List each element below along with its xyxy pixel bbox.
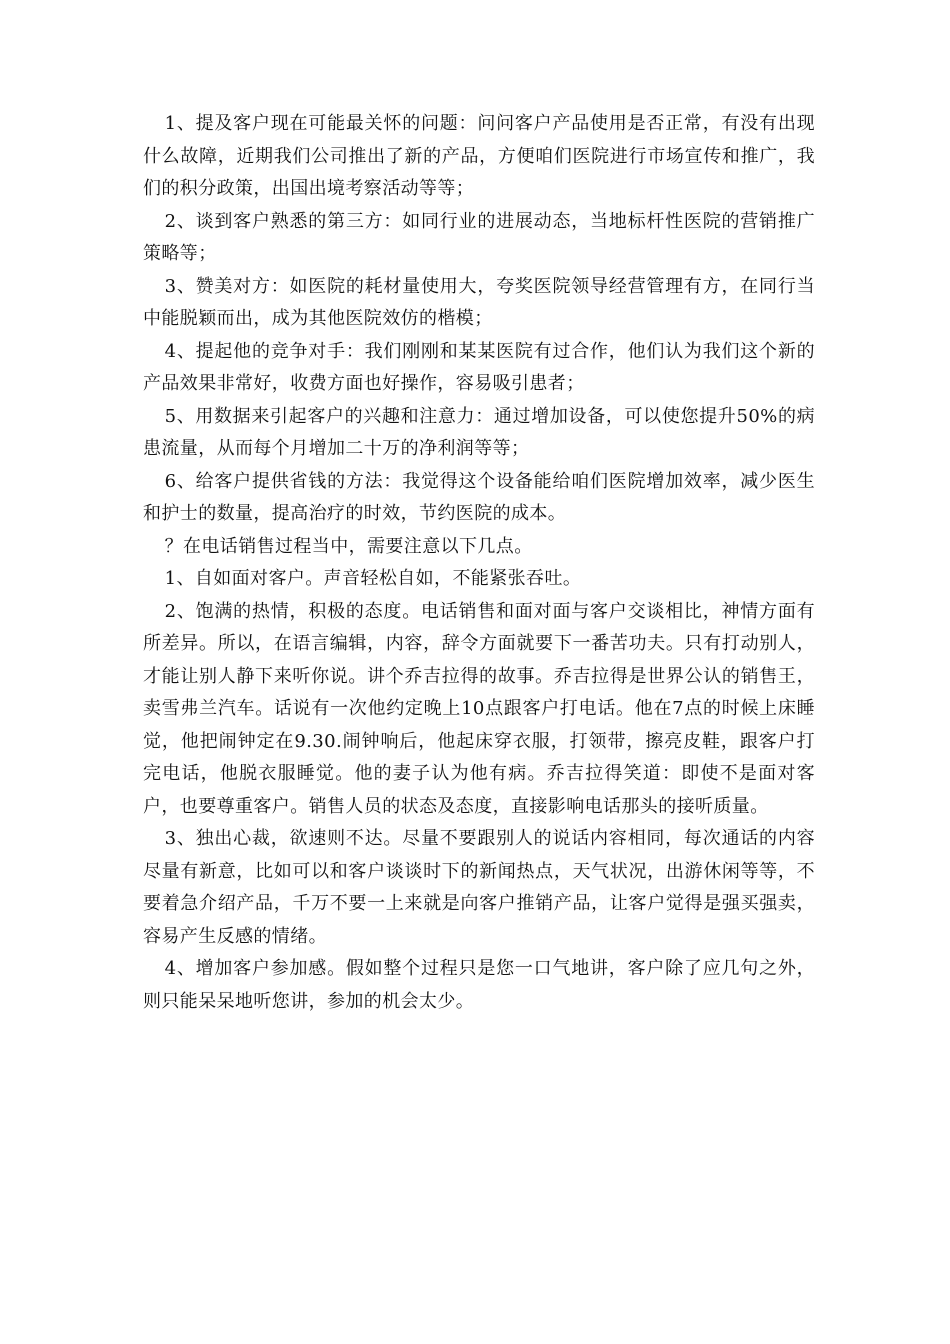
paragraph-2: 2、谈到客户熟悉的第三方：如同行业的进展动态，当地标杆性医院的营销推广策略等； (143, 210, 815, 264)
paragraph-4: 4、提起他的竞争对手：我们刚刚和某某医院有过合作，他们认为我们这个新的产品效果非常好，收费方面也好操作，容易吸引患者； (143, 340, 815, 394)
paragraph-10: 3、独出心裁，欲速则不达。尽量不要跟别人的说话内容相同，每次通话的内容尽量有新意，比如可以和客户谈谈时下的新闻热点，天气状况，出游休闲等等，不要着急介绍产品，千万不要一上来就是向客户推销产品，让客户觉得是强买强卖，容易产生反感的情绪。 (143, 828, 815, 947)
paragraph-8: 1、自如面对客户。声音轻松自如，不能紧张吞吐。 (164, 568, 582, 589)
paragraph-3: 3、赞美对方：如医院的耗材量使用大，夸奖医院领导经营管理有方，在同行当中能脱颖而出，成为其他医院效仿的楷模； (143, 275, 815, 329)
paragraph-11: 4、增加客户参加感。假如整个过程只是您一口气地讲，客户除了应几句之外，则只能呆呆地听您讲，参加的机会太少。 (143, 958, 815, 1012)
paragraph-7: ？在电话销售过程当中，需要注意以下几点。 (164, 535, 533, 557)
paragraph-1: 1、提及客户现在可能最关怀的问题：问问客户产品使用是否正常，有没有出现什么故障，近期我们公司推出了新的产品，方便咱们医院进行市场宣传和推广，我们的积分政策，出国出境考察活动等等； (143, 113, 815, 199)
paragraph-5: 5、用数据来引起客户的兴趣和注意力：通过增加设备，可以使您提升50%的病患流量，从而每个月增加二十万的净利润等等； (143, 405, 815, 459)
paragraph-9: 2、饱满的热情，积极的态度。电话销售和面对面与客户交谈相比，神情方面有所差异。所以，在语言编辑，内容，辞令方面就要下一番苦功夫。只有打动别人，才能让别人静下来听你说。讲个乔吉拉得的故事。乔吉拉得是世界公认的销售王，卖雪弗兰汽车。话说有一次他约定晚上10点跟客户打电话。他在7点的时候上床睡觉，他把闹钟定在9.30.闹钟响后，他起床穿衣服，打领带，擦亮皮鞋，跟客户打完电话，他脱衣服睡觉。他的妻子认为他有病。乔吉拉得笑道：即使不是面对客户，也要尊重客户。销售人员的状态及态度，直接影响电话那头的接听质量。 (143, 600, 815, 817)
document-body (143, 108, 815, 1018)
paragraph-6: 6、给客户提供省钱的方法：我觉得这个设备能给咱们医院增加效率，减少医生和护士的数量，提高治疗的时效，节约医院的成本。 (143, 470, 815, 524)
